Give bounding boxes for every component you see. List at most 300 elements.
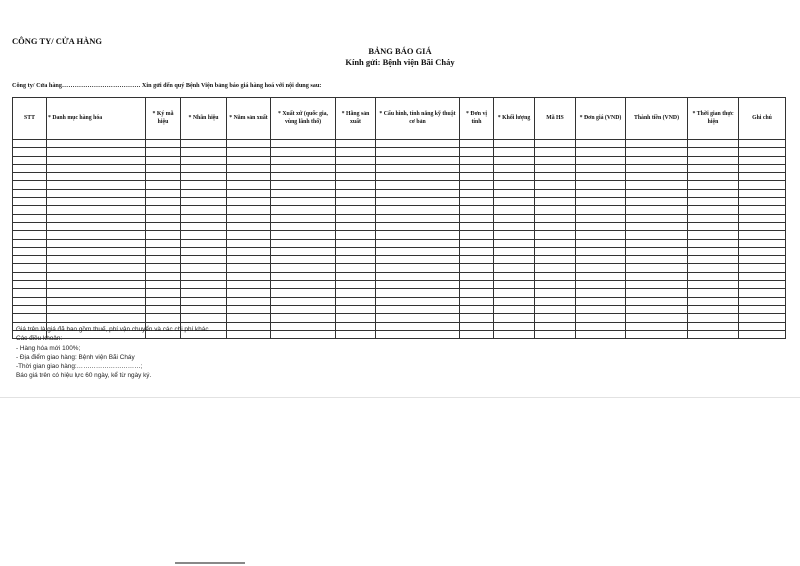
table-cell[interactable]: [376, 231, 460, 239]
table-cell[interactable]: [336, 140, 376, 148]
table-cell[interactable]: [494, 289, 535, 297]
table-cell[interactable]: [376, 330, 460, 338]
table-cell[interactable]: [376, 322, 460, 330]
table-cell[interactable]: [739, 297, 786, 305]
table-cell[interactable]: [336, 289, 376, 297]
table-cell[interactable]: [494, 206, 535, 214]
table-cell[interactable]: [47, 140, 146, 148]
table-cell[interactable]: [739, 231, 786, 239]
table-cell[interactable]: [227, 148, 271, 156]
table-cell[interactable]: [271, 189, 336, 197]
table-cell[interactable]: [460, 322, 494, 330]
table-cell[interactable]: [181, 173, 227, 181]
table-cell[interactable]: [688, 198, 739, 206]
table-cell[interactable]: [227, 305, 271, 313]
table-cell[interactable]: [688, 247, 739, 255]
table-cell[interactable]: [336, 222, 376, 230]
table-cell[interactable]: [460, 297, 494, 305]
table-cell[interactable]: [494, 181, 535, 189]
table-cell[interactable]: [376, 247, 460, 255]
table-cell[interactable]: [494, 264, 535, 272]
table-cell[interactable]: [688, 181, 739, 189]
table-cell[interactable]: [181, 305, 227, 313]
table-cell[interactable]: [494, 148, 535, 156]
table-cell[interactable]: [576, 330, 626, 338]
table-cell[interactable]: [336, 181, 376, 189]
table-cell[interactable]: [13, 305, 47, 313]
table-cell[interactable]: [47, 222, 146, 230]
table-cell[interactable]: [626, 222, 688, 230]
table-cell[interactable]: [271, 297, 336, 305]
table-cell[interactable]: [181, 247, 227, 255]
table-cell[interactable]: [47, 256, 146, 264]
table-cell[interactable]: [535, 330, 576, 338]
table-cell[interactable]: [576, 156, 626, 164]
table-cell[interactable]: [47, 148, 146, 156]
table-cell[interactable]: [47, 297, 146, 305]
table-cell[interactable]: [271, 264, 336, 272]
table-cell[interactable]: [336, 330, 376, 338]
table-cell[interactable]: [576, 189, 626, 197]
table-cell[interactable]: [494, 281, 535, 289]
table-cell[interactable]: [181, 264, 227, 272]
table-cell[interactable]: [626, 289, 688, 297]
table-cell[interactable]: [460, 173, 494, 181]
table-cell[interactable]: [336, 281, 376, 289]
table-cell[interactable]: [376, 181, 460, 189]
table-cell[interactable]: [271, 239, 336, 247]
table-cell[interactable]: [576, 231, 626, 239]
table-cell[interactable]: [376, 140, 460, 148]
table-cell[interactable]: [626, 148, 688, 156]
table-cell[interactable]: [271, 305, 336, 313]
table-cell[interactable]: [227, 322, 271, 330]
table-cell[interactable]: [626, 247, 688, 255]
table-cell[interactable]: [688, 264, 739, 272]
table-cell[interactable]: [626, 140, 688, 148]
table-cell[interactable]: [146, 231, 181, 239]
table-cell[interactable]: [376, 256, 460, 264]
table-cell[interactable]: [494, 272, 535, 280]
table-cell[interactable]: [227, 214, 271, 222]
table-cell[interactable]: [576, 140, 626, 148]
table-cell[interactable]: [227, 140, 271, 148]
table-cell[interactable]: [535, 156, 576, 164]
table-cell[interactable]: [460, 256, 494, 264]
table-cell[interactable]: [47, 272, 146, 280]
table-cell[interactable]: [460, 222, 494, 230]
table-cell[interactable]: [146, 256, 181, 264]
table-cell[interactable]: [626, 156, 688, 164]
table-cell[interactable]: [271, 314, 336, 322]
table-cell[interactable]: [271, 198, 336, 206]
table-cell[interactable]: [376, 206, 460, 214]
table-cell[interactable]: [336, 247, 376, 255]
table-cell[interactable]: [146, 198, 181, 206]
table-cell[interactable]: [739, 272, 786, 280]
table-cell[interactable]: [181, 289, 227, 297]
table-cell[interactable]: [47, 231, 146, 239]
table-cell[interactable]: [47, 289, 146, 297]
table-cell[interactable]: [626, 164, 688, 172]
table-cell[interactable]: [181, 239, 227, 247]
table-cell[interactable]: [181, 272, 227, 280]
table-cell[interactable]: [576, 214, 626, 222]
table-cell[interactable]: [688, 222, 739, 230]
table-cell[interactable]: [13, 156, 47, 164]
table-cell[interactable]: [494, 314, 535, 322]
table-cell[interactable]: [13, 206, 47, 214]
table-cell[interactable]: [535, 198, 576, 206]
table-cell[interactable]: [626, 314, 688, 322]
table-cell[interactable]: [494, 189, 535, 197]
table-cell[interactable]: [13, 198, 47, 206]
table-cell[interactable]: [376, 189, 460, 197]
table-cell[interactable]: [271, 173, 336, 181]
table-cell[interactable]: [336, 164, 376, 172]
table-cell[interactable]: [626, 264, 688, 272]
table-cell[interactable]: [146, 264, 181, 272]
table-cell[interactable]: [336, 198, 376, 206]
table-cell[interactable]: [739, 314, 786, 322]
table-cell[interactable]: [494, 231, 535, 239]
table-cell[interactable]: [13, 181, 47, 189]
table-cell[interactable]: [146, 247, 181, 255]
table-cell[interactable]: [376, 272, 460, 280]
table-cell[interactable]: [739, 222, 786, 230]
table-cell[interactable]: [535, 231, 576, 239]
table-cell[interactable]: [271, 289, 336, 297]
table-cell[interactable]: [271, 256, 336, 264]
table-cell[interactable]: [181, 198, 227, 206]
table-cell[interactable]: [494, 173, 535, 181]
table-cell[interactable]: [688, 314, 739, 322]
table-cell[interactable]: [13, 256, 47, 264]
table-cell[interactable]: [13, 214, 47, 222]
table-cell[interactable]: [376, 164, 460, 172]
table-cell[interactable]: [494, 305, 535, 313]
table-cell[interactable]: [13, 239, 47, 247]
table-cell[interactable]: [535, 281, 576, 289]
table-cell[interactable]: [146, 314, 181, 322]
table-cell[interactable]: [460, 156, 494, 164]
table-cell[interactable]: [336, 214, 376, 222]
table-cell[interactable]: [47, 247, 146, 255]
table-cell[interactable]: [13, 272, 47, 280]
table-cell[interactable]: [336, 305, 376, 313]
table-cell[interactable]: [535, 140, 576, 148]
table-cell[interactable]: [626, 206, 688, 214]
table-cell[interactable]: [146, 272, 181, 280]
table-cell[interactable]: [13, 314, 47, 322]
table-cell[interactable]: [146, 156, 181, 164]
table-cell[interactable]: [535, 181, 576, 189]
table-cell[interactable]: [13, 164, 47, 172]
table-cell[interactable]: [460, 198, 494, 206]
table-cell[interactable]: [336, 189, 376, 197]
table-cell[interactable]: [13, 247, 47, 255]
table-cell[interactable]: [146, 214, 181, 222]
table-cell[interactable]: [535, 239, 576, 247]
table-cell[interactable]: [47, 314, 146, 322]
table-cell[interactable]: [535, 297, 576, 305]
table-cell[interactable]: [336, 239, 376, 247]
table-cell[interactable]: [739, 156, 786, 164]
table-cell[interactable]: [460, 164, 494, 172]
table-cell[interactable]: [494, 330, 535, 338]
table-cell[interactable]: [227, 206, 271, 214]
table-cell[interactable]: [181, 281, 227, 289]
table-cell[interactable]: [688, 272, 739, 280]
table-cell[interactable]: [626, 173, 688, 181]
table-cell[interactable]: [688, 148, 739, 156]
table-cell[interactable]: [227, 297, 271, 305]
table-cell[interactable]: [47, 198, 146, 206]
table-cell[interactable]: [576, 148, 626, 156]
table-cell[interactable]: [227, 281, 271, 289]
table-cell[interactable]: [271, 206, 336, 214]
table-cell[interactable]: [626, 281, 688, 289]
table-cell[interactable]: [376, 297, 460, 305]
table-cell[interactable]: [494, 297, 535, 305]
table-cell[interactable]: [576, 264, 626, 272]
table-cell[interactable]: [626, 305, 688, 313]
table-cell[interactable]: [271, 247, 336, 255]
table-cell[interactable]: [376, 156, 460, 164]
table-cell[interactable]: [181, 256, 227, 264]
table-cell[interactable]: [13, 231, 47, 239]
table-cell[interactable]: [146, 181, 181, 189]
table-cell[interactable]: [460, 231, 494, 239]
table-cell[interactable]: [181, 189, 227, 197]
table-cell[interactable]: [227, 272, 271, 280]
table-cell[interactable]: [460, 330, 494, 338]
table-cell[interactable]: [626, 198, 688, 206]
table-cell[interactable]: [460, 305, 494, 313]
table-cell[interactable]: [47, 264, 146, 272]
table-cell[interactable]: [535, 289, 576, 297]
table-cell[interactable]: [13, 222, 47, 230]
table-cell[interactable]: [688, 214, 739, 222]
table-cell[interactable]: [494, 256, 535, 264]
table-cell[interactable]: [47, 181, 146, 189]
table-cell[interactable]: [688, 256, 739, 264]
table-cell[interactable]: [494, 322, 535, 330]
table-cell[interactable]: [376, 289, 460, 297]
table-cell[interactable]: [271, 156, 336, 164]
table-cell[interactable]: [688, 239, 739, 247]
table-cell[interactable]: [460, 289, 494, 297]
table-cell[interactable]: [535, 305, 576, 313]
table-cell[interactable]: [47, 239, 146, 247]
table-cell[interactable]: [460, 148, 494, 156]
table-cell[interactable]: [181, 181, 227, 189]
table-cell[interactable]: [336, 231, 376, 239]
table-cell[interactable]: [626, 239, 688, 247]
table-cell[interactable]: [576, 322, 626, 330]
table-cell[interactable]: [460, 181, 494, 189]
table-cell[interactable]: [494, 164, 535, 172]
table-cell[interactable]: [626, 256, 688, 264]
table-cell[interactable]: [13, 140, 47, 148]
table-cell[interactable]: [535, 206, 576, 214]
table-cell[interactable]: [227, 231, 271, 239]
table-cell[interactable]: [739, 305, 786, 313]
table-cell[interactable]: [146, 148, 181, 156]
table-cell[interactable]: [181, 140, 227, 148]
table-cell[interactable]: [227, 314, 271, 322]
table-cell[interactable]: [227, 330, 271, 338]
table-cell[interactable]: [376, 314, 460, 322]
table-cell[interactable]: [271, 181, 336, 189]
table-cell[interactable]: [13, 281, 47, 289]
table-cell[interactable]: [227, 173, 271, 181]
table-cell[interactable]: [576, 247, 626, 255]
table-cell[interactable]: [460, 214, 494, 222]
table-cell[interactable]: [181, 231, 227, 239]
table-cell[interactable]: [336, 264, 376, 272]
table-cell[interactable]: [146, 189, 181, 197]
table-cell[interactable]: [47, 189, 146, 197]
table-cell[interactable]: [494, 247, 535, 255]
table-cell[interactable]: [336, 148, 376, 156]
table-cell[interactable]: [47, 156, 146, 164]
table-cell[interactable]: [13, 148, 47, 156]
table-cell[interactable]: [227, 289, 271, 297]
table-cell[interactable]: [376, 264, 460, 272]
table-cell[interactable]: [688, 281, 739, 289]
table-cell[interactable]: [181, 164, 227, 172]
table-cell[interactable]: [227, 198, 271, 206]
table-cell[interactable]: [739, 264, 786, 272]
table-cell[interactable]: [146, 222, 181, 230]
table-cell[interactable]: [576, 198, 626, 206]
table-cell[interactable]: [460, 272, 494, 280]
table-cell[interactable]: [181, 222, 227, 230]
table-cell[interactable]: [739, 164, 786, 172]
table-cell[interactable]: [626, 231, 688, 239]
table-cell[interactable]: [739, 173, 786, 181]
table-cell[interactable]: [376, 239, 460, 247]
table-cell[interactable]: [688, 140, 739, 148]
table-cell[interactable]: [227, 247, 271, 255]
table-cell[interactable]: [146, 173, 181, 181]
table-cell[interactable]: [376, 148, 460, 156]
table-cell[interactable]: [146, 289, 181, 297]
table-cell[interactable]: [739, 256, 786, 264]
table-cell[interactable]: [181, 297, 227, 305]
table-cell[interactable]: [535, 272, 576, 280]
table-cell[interactable]: [336, 256, 376, 264]
table-cell[interactable]: [47, 281, 146, 289]
table-cell[interactable]: [576, 281, 626, 289]
table-cell[interactable]: [739, 281, 786, 289]
table-cell[interactable]: [576, 239, 626, 247]
table-cell[interactable]: [535, 222, 576, 230]
table-cell[interactable]: [739, 198, 786, 206]
table-cell[interactable]: [688, 231, 739, 239]
table-cell[interactable]: [535, 256, 576, 264]
table-cell[interactable]: [13, 264, 47, 272]
table-cell[interactable]: [688, 289, 739, 297]
table-cell[interactable]: [146, 281, 181, 289]
table-cell[interactable]: [576, 181, 626, 189]
table-cell[interactable]: [576, 272, 626, 280]
table-cell[interactable]: [227, 181, 271, 189]
table-cell[interactable]: [494, 222, 535, 230]
table-cell[interactable]: [494, 140, 535, 148]
table-cell[interactable]: [336, 156, 376, 164]
table-cell[interactable]: [535, 322, 576, 330]
table-cell[interactable]: [47, 214, 146, 222]
table-cell[interactable]: [227, 189, 271, 197]
table-cell[interactable]: [688, 305, 739, 313]
table-cell[interactable]: [494, 198, 535, 206]
table-cell[interactable]: [739, 214, 786, 222]
table-cell[interactable]: [626, 272, 688, 280]
table-cell[interactable]: [626, 181, 688, 189]
table-cell[interactable]: [227, 222, 271, 230]
table-cell[interactable]: [227, 164, 271, 172]
table-cell[interactable]: [336, 322, 376, 330]
table-cell[interactable]: [688, 189, 739, 197]
table-cell[interactable]: [271, 272, 336, 280]
table-cell[interactable]: [688, 156, 739, 164]
table-cell[interactable]: [181, 156, 227, 164]
table-cell[interactable]: [626, 189, 688, 197]
table-cell[interactable]: [271, 222, 336, 230]
table-cell[interactable]: [739, 322, 786, 330]
table-cell[interactable]: [376, 222, 460, 230]
table-cell[interactable]: [376, 214, 460, 222]
table-cell[interactable]: [376, 281, 460, 289]
table-cell[interactable]: [146, 164, 181, 172]
table-cell[interactable]: [739, 140, 786, 148]
table-cell[interactable]: [271, 140, 336, 148]
table-cell[interactable]: [336, 314, 376, 322]
table-cell[interactable]: [271, 148, 336, 156]
table-cell[interactable]: [626, 330, 688, 338]
table-cell[interactable]: [146, 140, 181, 148]
table-cell[interactable]: [535, 164, 576, 172]
table-cell[interactable]: [576, 256, 626, 264]
table-cell[interactable]: [688, 206, 739, 214]
table-cell[interactable]: [181, 314, 227, 322]
table-cell[interactable]: [535, 314, 576, 322]
table-cell[interactable]: [739, 206, 786, 214]
table-cell[interactable]: [13, 189, 47, 197]
table-cell[interactable]: [626, 322, 688, 330]
table-cell[interactable]: [181, 206, 227, 214]
table-cell[interactable]: [271, 164, 336, 172]
table-cell[interactable]: [576, 206, 626, 214]
table-cell[interactable]: [376, 173, 460, 181]
table-cell[interactable]: [576, 164, 626, 172]
table-cell[interactable]: [271, 330, 336, 338]
table-cell[interactable]: [181, 148, 227, 156]
table-cell[interactable]: [336, 206, 376, 214]
table-cell[interactable]: [739, 289, 786, 297]
table-cell[interactable]: [626, 214, 688, 222]
table-cell[interactable]: [460, 264, 494, 272]
table-cell[interactable]: [739, 330, 786, 338]
table-cell[interactable]: [460, 239, 494, 247]
table-cell[interactable]: [460, 140, 494, 148]
table-cell[interactable]: [47, 164, 146, 172]
table-cell[interactable]: [271, 281, 336, 289]
table-cell[interactable]: [460, 247, 494, 255]
table-cell[interactable]: [535, 247, 576, 255]
